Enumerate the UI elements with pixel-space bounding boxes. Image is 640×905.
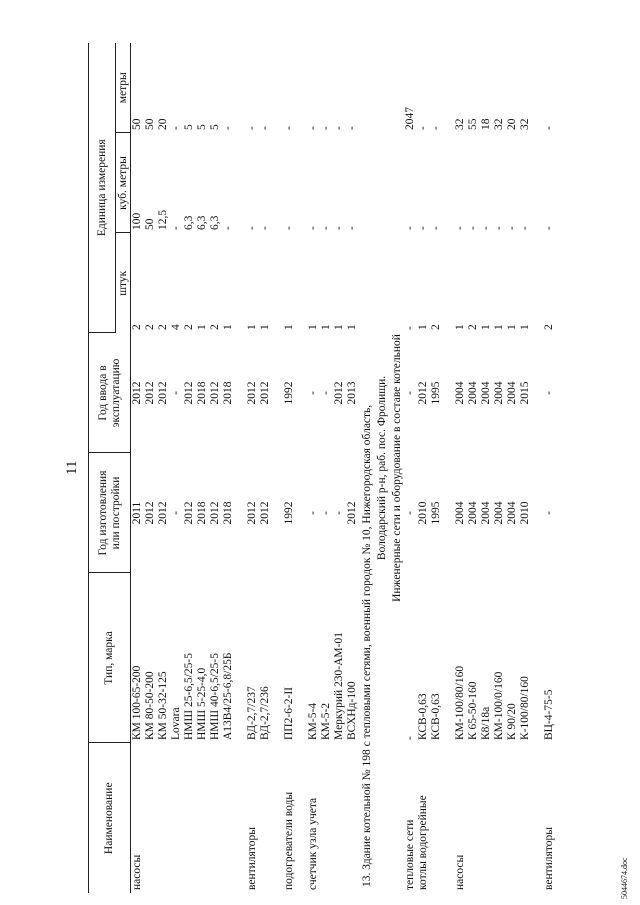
header-year-commission-line1: Год ввода в [96,365,109,421]
cell-made: 2010 [417,501,429,525]
cell-type: НМШ 5-25-4,0 [196,667,208,740]
cell-type: Lovara [170,707,182,740]
cell-m: 5 [209,124,221,130]
cell-name: насосы [454,854,466,890]
cell-m3: - [480,226,492,230]
cell-m3: - [543,226,555,230]
cell-pcs: 1 [283,324,295,330]
spacer-cell [235,43,246,893]
table-row [543,43,556,893]
cell-name: подогреватели воды [283,791,295,890]
table-row [170,43,183,893]
cell-type: А13В4/25-6,8/25Б [222,652,234,740]
cell-m3: - [519,226,531,230]
cell-comm: 2012 [417,381,429,405]
cell-pcs: 1 [222,324,234,330]
cell-comm: - [307,391,319,395]
cell-made: 2012 [346,501,358,525]
header-unit-pcs: штук [116,233,131,333]
cell-m: 50 [131,118,143,130]
cell-pcs: 1 [246,324,258,330]
table-row [346,43,359,893]
cell-name: насосы [131,854,143,890]
table-row [222,43,235,893]
cell-made: 2010 [519,501,531,525]
cell-made: 2004 [454,501,466,525]
cell-pcs: 1 [506,324,518,330]
table-row [183,43,196,893]
cell-type: ВД-2,7/237 [246,686,258,740]
cell-m: - [417,126,429,130]
cell-m3: 12,5 [157,209,169,230]
cell-type: НМШ 25-6,5/25-5 [183,653,195,740]
table-row [519,43,532,893]
cell-pcs: 2 [430,324,442,330]
cell-name [519,743,532,893]
cell-comm: 1995 [430,381,442,405]
cell-made: 2012 [157,501,169,525]
cell-pcs: 1 [417,324,429,330]
cell-m: 50 [144,118,156,130]
cell-m: 32 [519,118,531,130]
cell-comm: 2015 [519,381,531,405]
cell-m3: - [320,226,332,230]
spacer-row [296,43,307,893]
cell-type: КМ-5-2 [320,702,332,740]
cell-comm: 2004 [480,381,492,405]
cell-pcs: 1 [307,324,319,330]
cell-m3: - [259,226,271,230]
cell-comm: 2012 [144,381,156,405]
cell-comm: 2012 [183,381,195,405]
section-b-body [404,43,556,893]
cell-m3: - [467,226,479,230]
table-row [480,43,493,893]
cell-name [493,743,506,893]
table-row [196,43,209,893]
table-row [259,43,272,893]
section-title-line3: Инженерные сети и оборудование в составе котельной [391,334,403,602]
cell-type: Меркурий 230-АМ-01 [333,632,345,740]
cell-made: - [333,511,345,515]
cell-name [144,743,157,893]
table-row [209,43,222,893]
cell-m: - [346,126,358,130]
cell-name: котлы водогрейные [417,795,429,890]
section-title-body [359,43,404,893]
cell-m3: - [170,226,182,230]
spacer-row [272,43,283,893]
cell-m: 32 [454,118,466,130]
cell-made: - [307,511,319,515]
table-row [417,43,430,893]
cell-comm: - [404,391,416,395]
spacer-cell [272,43,283,893]
header-type: Тип, марка [89,573,131,743]
cell-type: К 90/20 [506,703,518,740]
cell-pcs: 1 [333,324,345,330]
header-unit-m3: куб. метры [116,133,131,233]
table-row [404,43,417,893]
cell-type: К8/18а [480,706,492,740]
cell-name: вентиляторы [246,827,258,890]
document-id: 5044674.doc [620,857,629,899]
cell-made: - [543,511,555,515]
cell-name [430,743,443,893]
cell-type: ВСХНд-100 [346,681,358,740]
cell-type: КСВ-0,63 [417,693,429,740]
cell-m: - [246,126,258,130]
cell-name [196,743,209,893]
cell-m3: 100 [131,212,143,230]
cell-m: 5 [183,124,195,130]
cell-pcs: 2 [209,324,221,330]
cell-made: - [170,511,182,515]
cell-type: КМ 50-32-125 [157,671,169,740]
cell-comm: 1992 [283,381,295,405]
cell-pcs: 1 [480,324,492,330]
section-title-line1: 13. Здание котельной № 198 с тепловыми сетями, военный городок № 10, Нижегородская область, [361,404,373,887]
cell-pcs: 2 [131,324,143,330]
cell-type: К 65-50-160 [467,681,479,740]
cell-m: 20 [157,118,169,130]
table-row [467,43,480,893]
spacer-row [235,43,246,893]
cell-m3: - [454,226,466,230]
cell-type: КМ-100/0/160 [493,671,505,740]
cell-m: 2047 [404,107,416,130]
cell-made: 2018 [222,501,234,525]
cell-type: НМШ 40-6,5/25-5 [209,653,221,740]
table-row [320,43,333,893]
cell-m3: 6,3 [183,215,195,230]
cell-comm: 2012 [333,381,345,405]
cell-name [183,743,196,893]
cell-type: ВД-2,7/236 [259,686,271,740]
header-year-commission [89,333,131,453]
table-row [493,43,506,893]
cell-name [320,743,333,893]
cell-made: - [320,511,332,515]
cell-m: - [430,126,442,130]
section-a-body [131,43,360,893]
table-row [333,43,346,893]
cell-made: 2004 [506,501,518,525]
spacer-cell [532,43,543,893]
cell-m3: - [493,226,505,230]
cell-m: 55 [467,118,479,130]
cell-m3: 6,3 [209,215,221,230]
cell-made: 2004 [467,501,479,525]
cell-type: КМ-100/80/160 [454,665,466,740]
cell-m3: - [417,226,429,230]
cell-pcs: 2 [183,324,195,330]
cell-name [346,743,359,893]
cell-type: КСВ-0,63 [430,693,442,740]
equipment-table [88,43,556,893]
cell-name [157,743,170,893]
cell-m: 20 [506,118,518,130]
cell-pcs: 2 [144,324,156,330]
cell-made: 2012 [183,501,195,525]
table-row [307,43,320,893]
cell-m: 18 [480,118,492,130]
table-row [283,43,296,893]
cell-m3: - [222,226,234,230]
cell-m: 5 [196,124,208,130]
cell-m3: - [333,226,345,230]
cell-made: 2018 [196,501,208,525]
cell-comm: 2004 [493,381,505,405]
cell-type: ПП2-6-2-II [283,686,295,740]
cell-m3: 50 [144,218,156,230]
cell-m3: - [307,226,319,230]
spacer-row [532,43,543,893]
cell-name: тепловые сети [404,819,416,890]
cell-name [333,743,346,893]
spacer-cell [296,43,307,893]
section-title-line2: Володарский р-н, раб. пос. Фролищи. [376,375,388,561]
cell-pcs: 1 [259,324,271,330]
cell-m3: - [283,226,295,230]
cell-comm: 2012 [209,381,221,405]
table-row [454,43,467,893]
header-year-made-line2: или постройки [109,476,122,550]
header-units-group: Единица измерения [89,43,116,333]
cell-pcs: 2 [157,324,169,330]
table-row [157,43,170,893]
cell-name [467,743,480,893]
page-number: 11 [64,460,80,475]
cell-pcs: 1 [320,324,332,330]
cell-type: КМ 80-50-200 [144,671,156,740]
cell-made: 2012 [209,501,221,525]
cell-made: 2004 [480,501,492,525]
cell-m: - [222,126,234,130]
cell-pcs: - [404,326,416,330]
cell-pcs: 4 [170,324,182,330]
cell-m3: 6,3 [196,215,208,230]
cell-type: ВЦ-4-75-5 [543,689,555,740]
cell-comm: 2012 [259,381,271,405]
header-name: Наименование [89,743,131,893]
cell-m3: - [346,226,358,230]
cell-name: счетчик узла учета [307,797,319,890]
cell-made: 1992 [283,501,295,525]
cell-m3: - [506,226,518,230]
cell-pcs: 1 [454,324,466,330]
cell-pcs: 2 [467,324,479,330]
cell-pcs: 1 [346,324,358,330]
cell-m: - [333,126,345,130]
header-unit-m: метры [116,43,131,133]
cell-m3: - [246,226,258,230]
cell-comm: 2004 [454,381,466,405]
cell-type: - [404,736,416,740]
cell-name [506,743,519,893]
cell-made: 2012 [144,501,156,525]
spacer-cell [443,43,454,893]
cell-made: 1995 [430,501,442,525]
cell-m: - [307,126,319,130]
cell-comm: 2004 [506,381,518,405]
cell-m: - [259,126,271,130]
cell-m: 32 [493,118,505,130]
cell-m: - [320,126,332,130]
cell-m: - [543,126,555,130]
header-year-made-line1: Год изготовления [96,470,109,556]
cell-name [209,743,222,893]
table-row [430,43,443,893]
table-row [144,43,157,893]
cell-comm: - [543,391,555,395]
cell-made: 2011 [131,501,143,525]
cell-pcs: 2 [543,324,555,330]
cell-m: - [283,126,295,130]
header-year-commission-line2: эксплуатацию [109,358,122,428]
table-row [506,43,519,893]
cell-made: 2012 [246,501,258,525]
cell-pcs: 1 [519,324,531,330]
cell-name: вентиляторы [543,827,555,890]
cell-type: КМ 100-65-200 [131,665,143,740]
cell-m3: - [404,226,416,230]
cell-comm: 2004 [467,381,479,405]
cell-made: - [404,511,416,515]
cell-name [222,743,235,893]
cell-comm: 2012 [131,381,143,405]
cell-name [170,743,183,893]
cell-made: 2012 [259,501,271,525]
cell-pcs: 1 [493,324,505,330]
cell-comm: 2018 [196,381,208,405]
cell-type: К-100/80/160 [519,676,531,740]
cell-made: 2004 [493,501,505,525]
cell-comm: - [320,391,332,395]
cell-m3: - [430,226,442,230]
cell-type: КМ-5-4 [307,702,319,740]
spacer-row [443,43,454,893]
table-row [131,43,145,893]
header-year-made [89,453,131,573]
cell-m: - [170,126,182,130]
cell-comm: 2013 [346,381,358,405]
table-row [246,43,259,893]
cell-comm: 2012 [157,381,169,405]
cell-name [259,743,272,893]
cell-comm: - [170,391,182,395]
cell-comm: 2018 [222,381,234,405]
cell-comm: 2012 [246,381,258,405]
cell-pcs: 1 [196,324,208,330]
cell-name [480,743,493,893]
